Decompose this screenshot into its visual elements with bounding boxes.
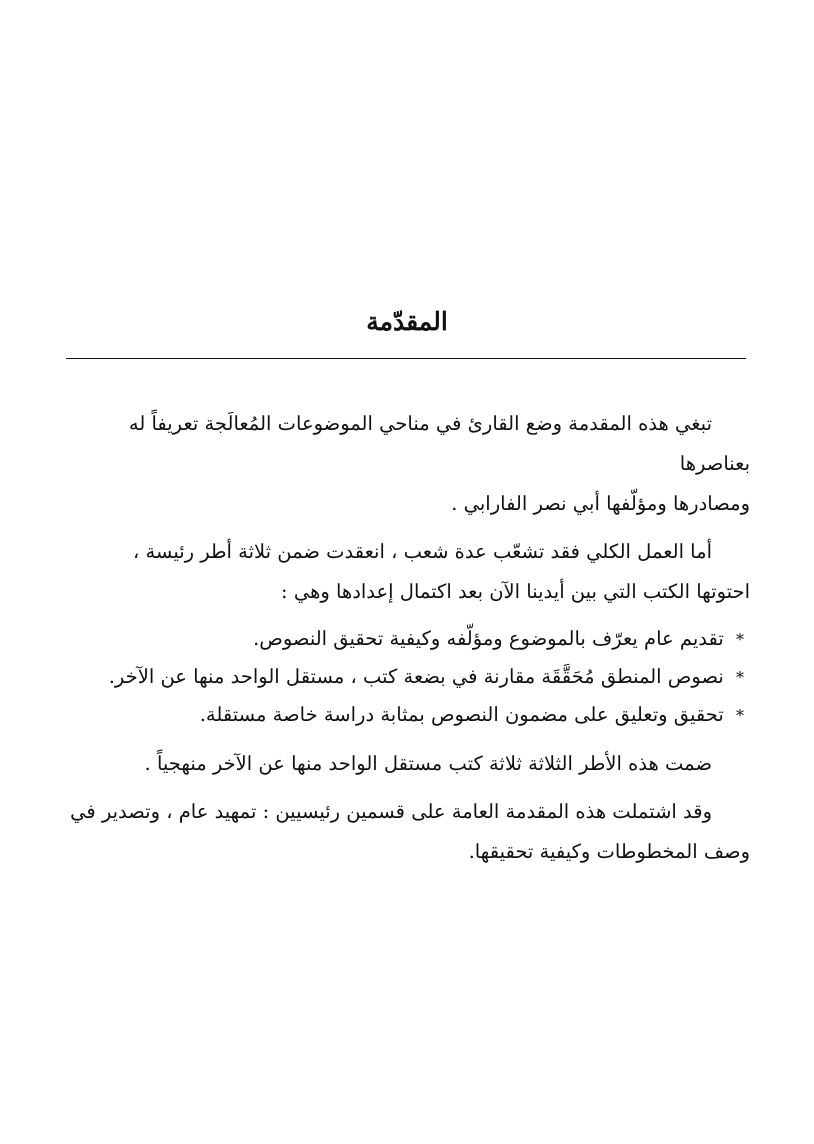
paragraph-line: وقد اشتملت هذه المقدمة العامة على قسمين رئيسيين : تمهيد عام ، وتصدير في <box>70 800 712 823</box>
list-item <box>60 620 750 658</box>
list-item <box>60 696 750 734</box>
paragraph-line: تبغي هذه المقدمة وضع القارئ في مناحي الموضوعات المُعالَجة تعريفاً له بعناصرها <box>128 412 750 475</box>
paragraph-three-books: ضمت هذه الأطر الثلاثة ثلاثة كتب مستقل الواحد منها عن الآخر منهجياً . <box>144 752 712 775</box>
bullet-icon: * <box>736 630 744 649</box>
paragraph-line: ومصادرها ومؤلّفها أبي نصر الفارابي . <box>451 492 750 515</box>
page-title: المقدّمة <box>366 307 448 336</box>
title-divider <box>66 358 746 359</box>
paragraph-intro <box>60 404 750 524</box>
bullet-icon: * <box>736 668 744 687</box>
list-item-text: نصوص المنطق مُحَقَّقَة مقارنة في بضعة كتب ، مستقل الواحد منها عن الآخر. <box>108 665 724 688</box>
list-item-text: تقديم عام يعرّف بالموضوع ومؤلّفه وكيفية تحقيق النصوص. <box>253 627 724 650</box>
paragraph-line: احتوتها الكتب التي بين أيدينا الآن بعد اكتمال إعدادها وهي : <box>281 580 750 603</box>
paragraph-line: وصف المخطوطات وكيفية تحقيقها. <box>468 840 750 863</box>
body-text <box>60 404 750 880</box>
bullet-icon: * <box>736 706 744 725</box>
list-item <box>60 658 750 696</box>
paragraph-work <box>60 532 750 612</box>
paragraph-structure <box>60 792 750 872</box>
frameworks-list <box>60 620 750 734</box>
list-item-text: تحقيق وتعليق على مضمون النصوص بمثابة دراسة خاصة مستقلة. <box>199 703 724 726</box>
paragraph-line: أما العمل الكلي فقد تشعّب عدة شعب ، انعقدت ضمن ثلاثة أطر رئيسة ، <box>132 540 712 563</box>
